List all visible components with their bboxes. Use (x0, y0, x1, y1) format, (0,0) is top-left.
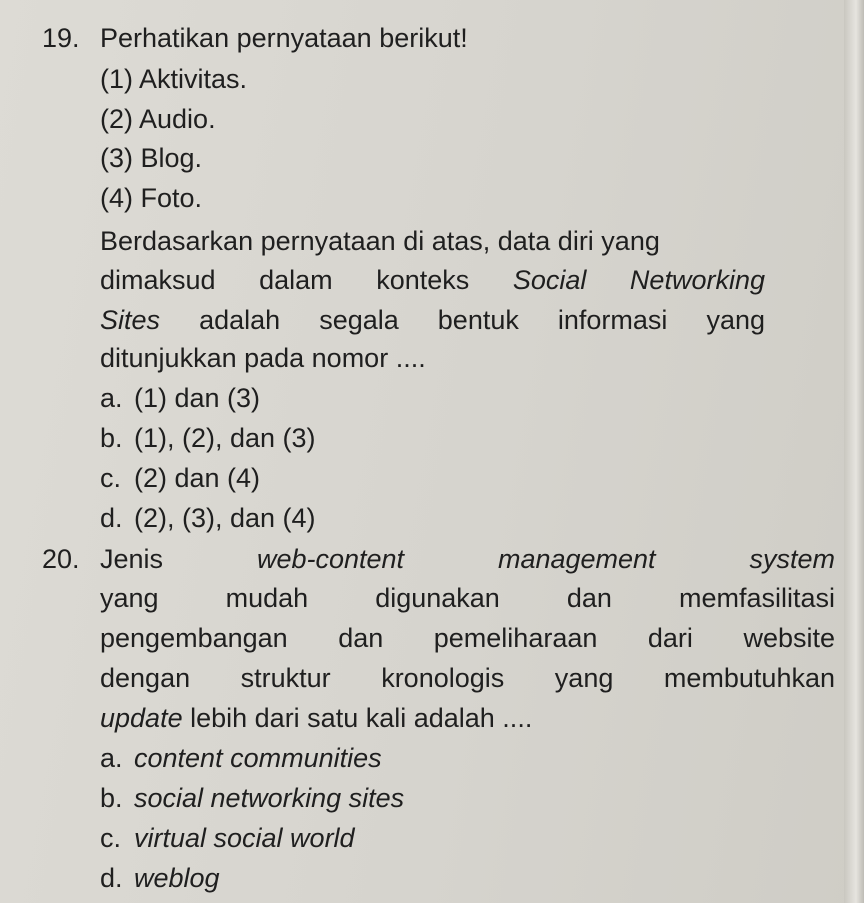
statement-1: (1) Aktivitas. (100, 64, 248, 94)
option-text: content communities (134, 743, 382, 773)
option-text: (2), (3), dan (4) (134, 503, 316, 533)
question-20-option-c[interactable] (100, 822, 355, 854)
question-19-option-a[interactable] (100, 382, 260, 414)
statement-2: (2) Audio. (100, 104, 216, 134)
question-19-stem-line-1: Berdasarkan pernyataan di atas, data diri yang (100, 226, 660, 256)
question-19-stem-line-3 (100, 304, 765, 336)
question-20-option-b[interactable] (100, 782, 404, 814)
option-letter: d. (100, 503, 123, 533)
statement-3: (3) Blog. (100, 143, 203, 173)
question-20-stem-line-5 (100, 702, 532, 734)
option-letter: d. (100, 863, 123, 893)
option-letter: b. (100, 783, 123, 813)
question-19-option-c[interactable] (100, 462, 260, 494)
question-20-option-a[interactable] (100, 742, 382, 774)
option-letter: a. (100, 743, 123, 773)
question-19-stem-line-2 (100, 264, 765, 296)
stem-text: adalah segala bentuk informasi yang (199, 305, 765, 335)
option-letter: c. (100, 463, 122, 493)
stem-italic-term: web-content management system (256, 544, 835, 574)
question-20-stem-line-3: pengembangan dan pemeliharaan dari website (100, 623, 835, 653)
option-text: social networking sites (134, 783, 405, 813)
option-text: virtual social world (134, 823, 355, 853)
stem-text: dimaksud dalam konteks (100, 265, 470, 295)
stem-italic-term: update (100, 703, 183, 733)
question-20-stem-line-1 (100, 543, 835, 575)
stem-italic-term: Social Networking (512, 265, 765, 295)
option-text: (1), (2), dan (3) (134, 423, 316, 453)
question-20-option-d[interactable] (100, 862, 220, 894)
question-20-stem-line-4: dengan struktur kronologis yang membutuhkan (100, 663, 835, 693)
option-letter: a. (100, 383, 123, 413)
statement-4: (4) Foto. (100, 183, 203, 213)
stem-italic-term: Sites (100, 305, 161, 335)
option-text: (2) dan (4) (134, 463, 261, 493)
option-text: weblog (134, 863, 220, 893)
page-edge-shadow (844, 0, 864, 903)
question-19-intro: Perhatikan pernyataan berikut! (100, 23, 468, 53)
option-letter: b. (100, 423, 123, 453)
stem-text: lebih dari satu kali adalah .... (190, 703, 533, 733)
question-19-option-b[interactable] (100, 422, 316, 454)
question-20-number: 20. (42, 544, 80, 574)
question-19-stem-line-4: ditunjukkan pada nomor .... (100, 343, 426, 373)
option-text: (1) dan (3) (134, 383, 261, 413)
question-20-stem-line-2: yang mudah digunakan dan memfasilitasi (100, 583, 835, 613)
question-19-number: 19. (42, 23, 80, 53)
stem-text: Jenis (100, 544, 164, 574)
question-19-option-d[interactable] (100, 502, 316, 534)
option-letter: c. (100, 823, 122, 853)
